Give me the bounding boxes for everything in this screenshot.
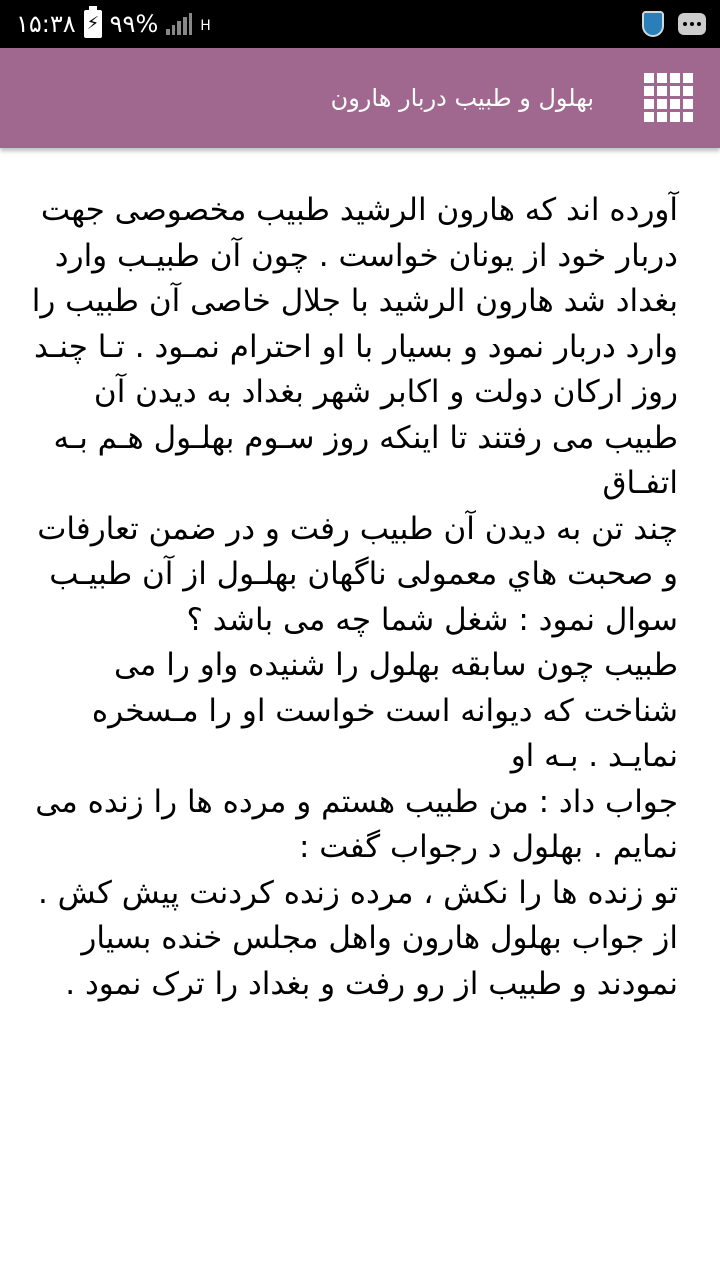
paragraph: جواب داد : من طبیب هستم و مرده ها را زنده می نمایم . بهلول د رجواب گفت : — [35, 783, 678, 865]
chat-icon — [678, 13, 706, 35]
status-left — [16, 10, 211, 38]
app-bar — [0, 48, 720, 148]
signal-icon — [166, 13, 192, 35]
shield-icon — [642, 11, 664, 37]
battery-percent: ۹۹% — [109, 10, 159, 38]
clock: ۱۵:۳۸ — [16, 10, 76, 38]
paragraph: طبیب چون سابقه بهلول را شنیده واو را می شناخت که دیوانه است خواست او را مـسخره نمایـد . بـه او — [91, 647, 678, 774]
paragraph: چند تن به دیدن آن طبیب رفت و در ضمن تعارفات و صحبت هاي معمولی ناگهان بهلـول از آن طبیـب — [37, 510, 678, 592]
story-content[interactable] — [0, 150, 720, 1280]
paragraph: روز ارکان دولت و اکابر شهر بغداد به دیدن آن طبیب می رفتند تا اینکه روز سـوم بهلـول هـم بـه اتفـاق — [53, 374, 678, 501]
network-type: H — [200, 18, 211, 34]
status-right — [642, 11, 706, 37]
battery-icon — [84, 10, 102, 38]
paragraph: آورده اند که هارون الرشید طبیب مخصوصی جهت دربار خود از یونان خواست . چون آن طبیـب وارد — [40, 192, 678, 274]
status-bar — [0, 0, 720, 48]
paragraph: بغداد شد هارون الرشید با جلال خاصی آن طبیب را وارد دربار نمود و بسیار با او احترام نمـود . تـا چنـد — [31, 283, 678, 365]
paragraph: سوال نمود : شغل شما چه می باشد ؟ — [186, 601, 678, 638]
menu-grid-icon[interactable] — [644, 73, 694, 123]
page-title: بهلول و طبیب دربار هارون — [330, 84, 594, 112]
paragraph: از جواب بهلول هارون واهل مجلس خنده بسیار نمودند و طبیب از رو رفت و بغداد را ترک نمود . — [65, 920, 678, 1002]
charging-bolt-icon: ⚡ — [86, 13, 100, 34]
paragraph: تو زنده ها را نکش ، مرده زنده کردنت پیش کش . — [37, 874, 678, 911]
